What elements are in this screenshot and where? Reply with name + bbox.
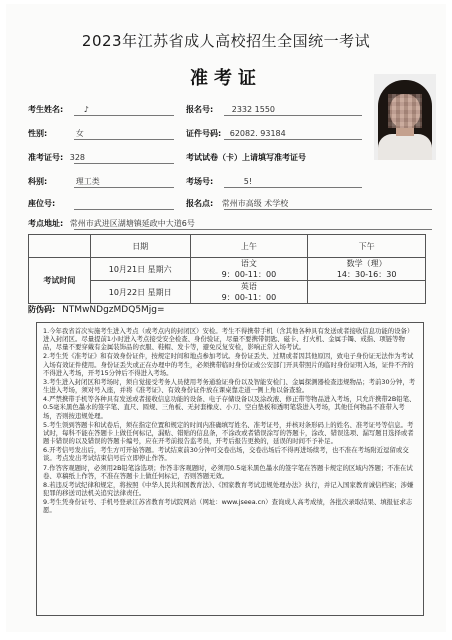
col-date-header: 日期 (90, 235, 190, 258)
schedule-date-2: 10月22日 星期日 (90, 281, 190, 304)
subject-underline (74, 187, 174, 188)
name-value: ♪ (83, 105, 89, 114)
name-underline (74, 115, 174, 116)
school-label: 报名点: (186, 199, 214, 208)
subject-value: 理工类 (75, 177, 100, 186)
paper-note: 考试试卷（卡）上请填写准考证号 (186, 153, 306, 162)
anti-fake-code (28, 304, 165, 315)
col-pm-header: 下午 (308, 235, 426, 258)
seat-underline (74, 209, 174, 210)
room-value: 5! (243, 177, 253, 186)
pm-subject-1: 数学（理） (346, 259, 387, 268)
report-no-field (186, 104, 275, 115)
note-item: 5.考生领到答题卡和试卷后，须在指定位置和规定的时间内准确填写姓名、准考证号，并核对条形码上的姓名、准考证号等信息。考试时，每科不能在答题卡上做任何标记，漏贴、错贴的信息条，不涂改或者错误涂写的答题卡，涂改、错误选项、漏写题目选择或者题卡错误的以及错误的答题卡编号，应在开考前报告监考员，开考后报告更换的，延误的时间不予补足。 (43, 420, 414, 446)
schedule-pm-1 (308, 258, 426, 281)
subject-label: 科别: (28, 177, 48, 186)
gender-label: 性别: (28, 129, 48, 138)
note-item: 2.考生凭《准考证》和有效身份证件，按规定时间和地点参加考试。身份证丢失、过期或者因其他原因，致电子身份证无法作为考试入场有效证件使用。身份证丢失或正在办理中的考生，必须携带临时身份证或公安部门开具带照片的临时身份证明入场，证件不齐的不得进入考场，开考15分钟后不得进入考场。 (43, 352, 414, 377)
report-underline (224, 115, 362, 116)
room-underline (224, 187, 362, 188)
admission-ticket (6, 4, 446, 632)
pm-time-1: 14：30-16：30 (336, 270, 397, 279)
note-item: 6.开考信号发出后，考生方可开始答题。考试结束前30分钟可交卷出场，交卷出场后不得再进场续考，也不准在考场附近逗留或交谈。考点发出考试结束信号后立即停止作答。 (43, 446, 409, 463)
exam-schedule-table (28, 234, 426, 304)
schedule-am-2 (190, 281, 308, 304)
am-subject-2: 英语 (240, 282, 257, 291)
exam-no-field (28, 152, 85, 163)
address-value: 常州市武进区湖塘镇延政中大道6号 (69, 219, 195, 228)
room-label: 考场号: (186, 177, 214, 186)
seat-field (28, 198, 55, 209)
anti-fake-value: NTMwNDgzMDQ5Mjg= (62, 305, 165, 315)
address-label: 考点地址: (28, 219, 64, 228)
row-label-exam-time: 考试时间 (29, 258, 91, 304)
address-underline (74, 229, 432, 230)
id-field (186, 128, 286, 139)
table-row (29, 258, 426, 281)
name-label: 考生姓名: (28, 105, 64, 114)
exam-title: 2023年江苏省成人高校招生全国统一考试 (81, 32, 371, 50)
name-field (28, 104, 89, 115)
school-underline (224, 209, 432, 210)
gender-value: 女 (75, 129, 84, 138)
school-value: 常州市高级 术学校 (221, 199, 289, 208)
id-label: 证件号码: (186, 129, 222, 138)
room-field (186, 176, 252, 187)
school-field (186, 198, 288, 209)
note-item: 3.考生进入封闭区和考场时，须自觉接受考务人员使用考务通验证身份以及智能安检门、金属探测器检查违规物品；考前30分钟，考生进入考场，须对号入座，并将《准考证》、有效身份证件放在课桌靠走道一侧上角以备查验。 (43, 377, 416, 395)
note-item: 9.考生凭身份证号、手机号登录江苏省教育考试院网站（网址：www.jseea.cn）查询成人高考成绩，各批次录取结果、填报征求志愿。 (43, 498, 413, 515)
note-item: 1.今年我省首次实施考生进入考点（或考点内的封闭区）安检。考生不得携带手机（含其他各种具有发送或者接收信息功能的设备）进入封闭区。尽量提前1小时进入考点接受安全检查、身份验证，尽量不要携带钥匙、磁卡、打火机、金属手镯、戒指、项链等物品，尽量不要穿戴有金属装饰品的衣服、鞋帽、发卡等，避免反复安检，影响正常入场考试。 (43, 327, 414, 352)
gender-field (28, 128, 84, 139)
report-no-label: 报名号: (186, 105, 214, 114)
exam-no-label: 准考证号: (28, 153, 64, 162)
candidate-photo (374, 74, 436, 160)
am-time-1: 9：00-11：00 (221, 270, 277, 279)
ticket-title: 准考证 (190, 68, 262, 89)
note-item: 4.严禁携带手机等各种具有发送或者接收信息功能的设备、电子存储设备以及涂改液、修正带等物品进入考场，只允许携带2B铅笔、0.5毫米黑色墨水的签字笔、直尺、圆规、三角板、无封套橡皮、小刀、空白垫板和透明笔袋进入考场，其他任何物品不准带入考场，否则按违规处理。 (43, 395, 416, 420)
exam-no-value: 328 (69, 153, 86, 162)
seat-label: 座位号: (28, 199, 56, 208)
id-value: 62082. 93184 (229, 129, 286, 138)
am-time-2: 9：00-11：00 (221, 293, 277, 302)
col-am-header: 上午 (190, 235, 308, 258)
id-underline (224, 139, 362, 140)
report-no-value: 2332 1550 (231, 105, 276, 114)
anti-fake-label: 防伪码: (28, 305, 56, 314)
schedule-date-1: 10月21日 星期六 (90, 258, 190, 281)
note-item: 7.作答客观题时，必须用2B铅笔涂选项；作答非客观题时，必须用0.5毫米黑色墨水的签字笔在答题卡规定的区域内答题；不准在试卷、草稿纸上作答，不准在答题卡上做任何标记，否则答题无效。 (43, 463, 413, 480)
schedule-pm-2 (308, 281, 426, 304)
schedule-am-1 (190, 258, 308, 281)
schedule-corner (29, 235, 91, 258)
exam-notes (36, 322, 424, 616)
exam-no-underline (74, 163, 174, 164)
am-subject-1: 语文 (240, 259, 257, 268)
address-field (28, 218, 195, 229)
subject-field (28, 176, 100, 187)
gender-underline (74, 139, 174, 140)
note-item: 8.若违反考试纪律和规定，将按照《中华人民共和国教育法》、《国家教育考试违规处理办法》执行，并记入国家教育诚信档案；涉嫌犯罪的移送司法机关追究法律责任。 (43, 480, 414, 497)
